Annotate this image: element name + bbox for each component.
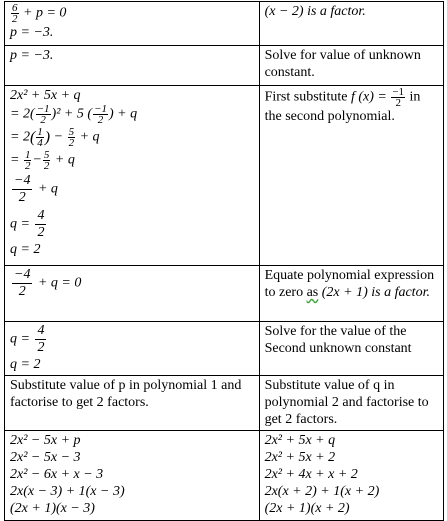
table-row <box>5 322 444 376</box>
work-line: 2x² − 5x + p <box>10 433 81 448</box>
work-line: q = $\frac{4}{2}$ <box>10 208 45 240</box>
work-line: 2x² + 5x + q <box>264 433 336 448</box>
fraction: $\frac{-4}{2}$ <box>14 173 31 205</box>
work-line: = 2( $\frac{-1}{2}$ )² + 5 ( $\frac{-1}{2}$ ) + q <box>10 103 138 126</box>
work-line: $\frac{-4}{2}$ + q = 0 <box>14 267 82 299</box>
fraction: $\frac{1}{2}$ <box>24 149 31 172</box>
work-line: (2x + 1)(x + 2) <box>264 501 350 516</box>
explanation-cell: First substitute f (x) = $\frac{-1}{2}$ in the second polynomial. <box>259 86 443 266</box>
work-line: 2x² + 5x + q <box>10 88 81 103</box>
work-line: 2x(x − 3) + 1(x − 3) <box>10 484 125 499</box>
solution-table <box>4 1 444 521</box>
work-line: (2x + 1)(x − 3) <box>10 501 95 516</box>
work-cell <box>5 266 260 322</box>
fraction: $\frac{-4}{2}$ <box>14 267 31 299</box>
work-line: 2x² + 4x + x + 2 <box>264 467 358 482</box>
fraction: $\frac{1}{4}$ <box>37 126 43 149</box>
explanation-text: Solve for value of unknown constant. <box>264 48 421 80</box>
work-line: 2x(x + 2) + 1(x + 2) <box>264 484 380 499</box>
table-row <box>5 431 444 521</box>
work-line: 2x² − 6x + x − 3 <box>10 467 104 482</box>
explanation-cell <box>259 46 443 86</box>
fraction: $\frac{4}{2}$ <box>37 208 45 240</box>
work-cell <box>5 2 260 46</box>
work-cell <box>5 322 260 376</box>
fraction: $\frac{5}{2}$ <box>43 149 50 172</box>
work-cell <box>5 46 260 86</box>
explanation-cell <box>259 322 443 376</box>
fraction: $\frac{5}{2}$ <box>68 126 75 149</box>
work-cell <box>5 431 260 521</box>
work-line: $\frac{-4}{2}$ + q <box>14 173 58 205</box>
fraction: $\frac{-1}{2}$ <box>94 103 107 126</box>
work-line: 2x² − 5x − 3 <box>10 450 81 465</box>
explanation-cell <box>259 376 443 431</box>
work-line: $\frac{6}{2}$ + p = 0 <box>12 2 67 25</box>
table-row <box>5 46 444 86</box>
fraction: $\frac{-1}{2}$ <box>392 86 405 109</box>
work-line: = 2( $\frac{1}{4}$ ) − $\frac{5}{2}$ + q <box>10 126 100 149</box>
work-line: = $\frac{1}{2}$ − $\frac{5}{2}$ + q <box>10 149 75 172</box>
spellcheck-underline: as <box>306 285 319 300</box>
work-cell <box>5 376 260 431</box>
table-row <box>5 86 444 266</box>
work-line: q = 2 <box>10 242 41 257</box>
fraction: $\frac{4}{2}$ <box>37 323 45 355</box>
work-cell <box>5 86 260 266</box>
explanation-text: (x − 2) is a factor. <box>264 4 366 19</box>
explanation-cell: Equate polynomial expression to zero as (2x + 1) is a factor. <box>259 266 443 322</box>
fraction: $\frac{6}{2}$ <box>12 2 18 25</box>
work-line: p = −3. <box>10 25 54 40</box>
work-line: q = $\frac{4}{2}$ <box>10 323 45 355</box>
explanation-cell <box>259 431 443 521</box>
explanation-cell <box>259 2 443 46</box>
explanation-text: Substitute value of p in polynomial 1 and factorise to get 2 factors. <box>10 378 242 410</box>
explanation-text: Substitute value of q in polynomial 2 and factorise to get 2 factors. <box>264 378 429 427</box>
table-row <box>5 2 444 46</box>
work-line: q = 2 <box>10 357 41 372</box>
table-row <box>5 376 444 431</box>
table-row <box>5 266 444 322</box>
work-line: 2x² + 5x + 2 <box>264 450 336 465</box>
explanation-text: Solve for the value of the Second unknown constant <box>264 324 412 356</box>
fraction: $\frac{-1}{2}$ <box>36 103 50 126</box>
work-line: p = −3. <box>10 48 54 63</box>
